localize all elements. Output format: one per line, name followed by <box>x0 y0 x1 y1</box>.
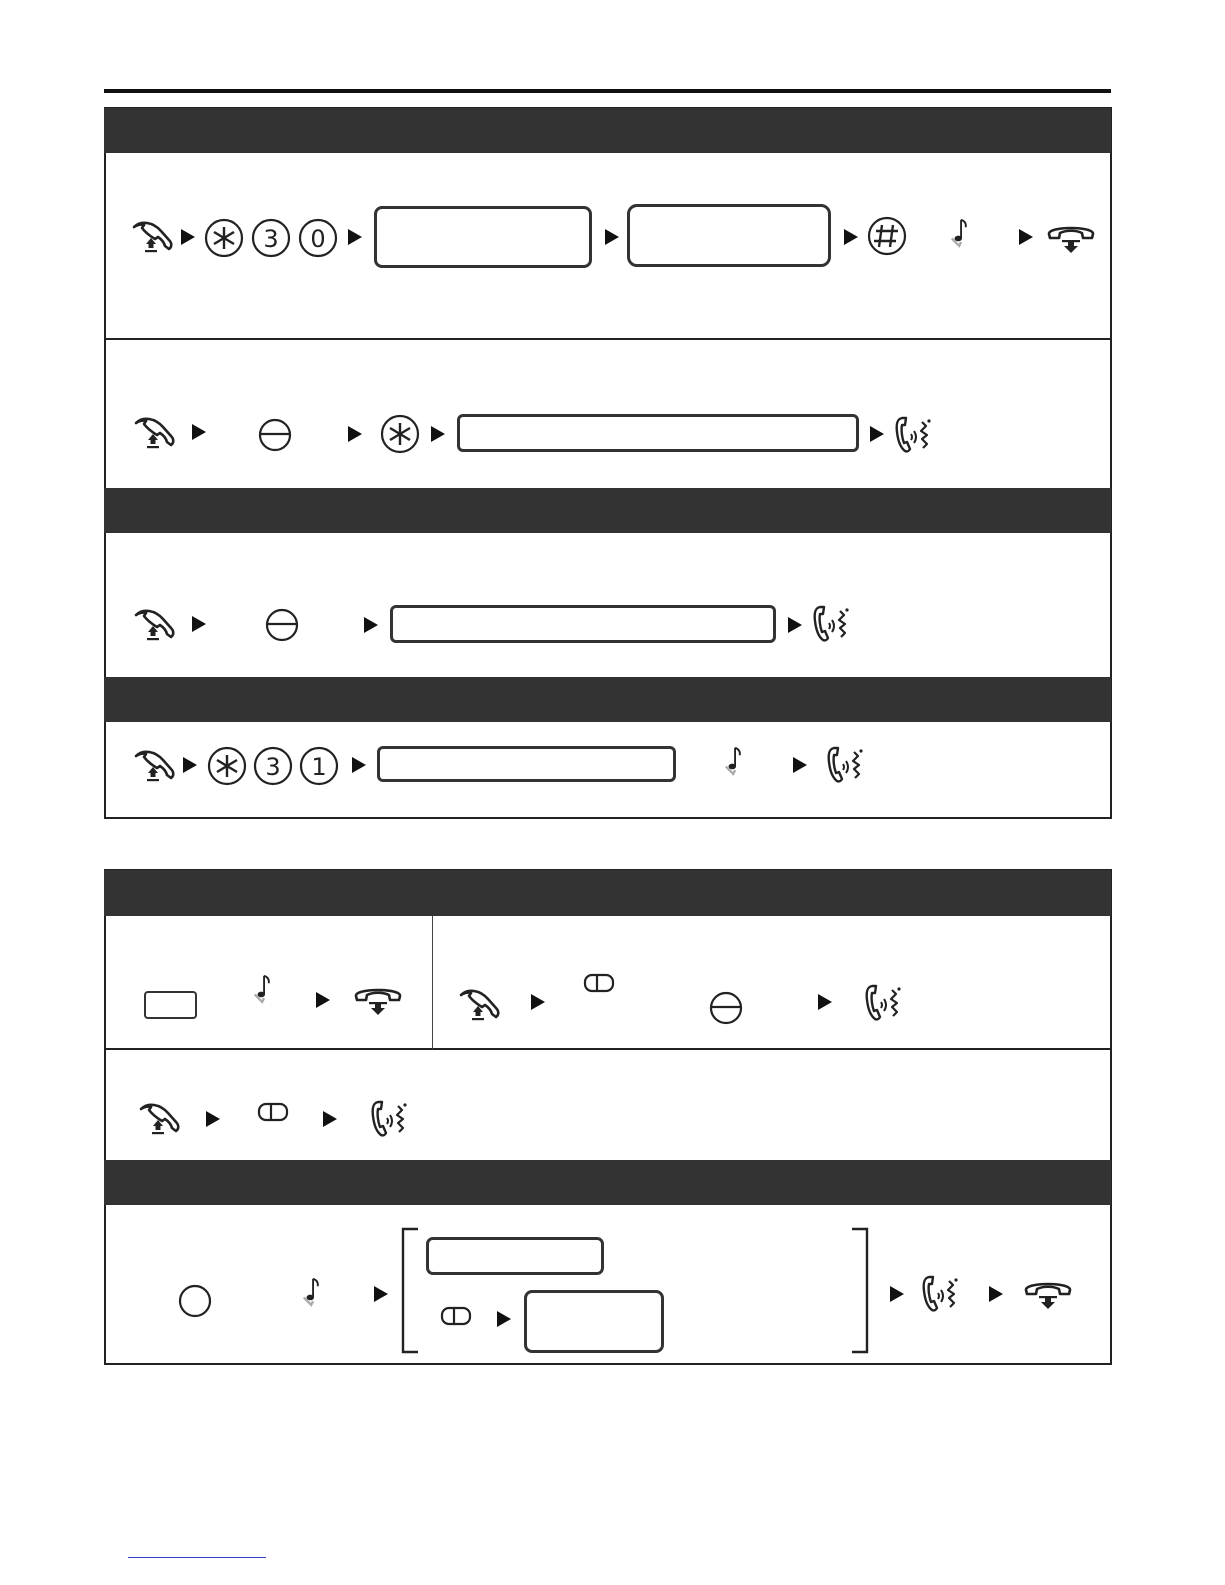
on-hook-icon <box>356 990 400 1015</box>
footer-link[interactable] <box>128 1553 266 1558</box>
arrow-icon <box>844 229 858 245</box>
digit-0-key-icon <box>300 220 336 256</box>
off-hook-icon <box>136 752 173 781</box>
svg-text:1: 1 <box>311 753 327 781</box>
talk-icon <box>829 748 863 781</box>
confirmation-tone-icon <box>304 1279 318 1305</box>
star-key-icon <box>382 416 418 452</box>
arrow-icon <box>181 229 195 245</box>
intercom-key-icon <box>711 993 741 1023</box>
line-key-icon <box>259 1104 287 1120</box>
talk-icon <box>373 1102 407 1135</box>
digit-3-key-icon <box>253 220 289 256</box>
talk-icon <box>924 1277 958 1310</box>
arrow-icon <box>316 992 330 1008</box>
arrow-icon <box>818 994 832 1010</box>
line-key-icon <box>585 975 613 991</box>
arrow-icon <box>431 426 445 442</box>
arrow-icon <box>793 757 807 773</box>
arrow-icon <box>605 229 619 245</box>
intercom-key-icon <box>260 420 290 450</box>
digit-3-key-icon <box>255 748 291 784</box>
round-button-icon <box>180 1286 210 1316</box>
arrow-icon <box>870 426 884 442</box>
bracket-left <box>403 1229 418 1352</box>
confirmation-tone-icon <box>726 748 740 774</box>
arrow-icon <box>323 1111 337 1127</box>
hash-key-icon <box>869 218 905 254</box>
off-hook-icon <box>136 611 173 640</box>
on-hook-icon <box>1026 1284 1070 1309</box>
digit-1-key-icon <box>301 748 337 784</box>
talk-icon <box>815 607 849 640</box>
arrow-icon <box>183 757 197 773</box>
off-hook-icon <box>134 223 171 252</box>
star-key-icon <box>206 220 242 256</box>
line-key-icon <box>442 1308 470 1324</box>
arrow-icon <box>1019 229 1033 245</box>
arrow-icon <box>374 1286 388 1302</box>
arrow-icon <box>206 1111 220 1127</box>
off-hook-icon <box>461 991 498 1020</box>
arrow-icon <box>192 424 206 440</box>
on-hook-icon <box>1049 228 1093 253</box>
off-hook-icon <box>141 1105 178 1134</box>
arrow-icon <box>348 426 362 442</box>
arrow-icon <box>989 1286 1003 1302</box>
intercom-key-icon <box>267 610 297 640</box>
star-key-icon <box>209 748 245 784</box>
arrow-icon <box>531 994 545 1010</box>
svg-text:3: 3 <box>265 753 281 781</box>
confirmation-tone-icon <box>952 220 966 246</box>
off-hook-icon <box>136 419 173 448</box>
arrow-icon <box>348 229 362 245</box>
confirmation-tone-icon <box>255 976 269 1002</box>
talk-icon <box>897 418 931 451</box>
arrow-icon <box>192 616 206 632</box>
arrow-icon <box>788 617 802 633</box>
svg-text:0: 0 <box>310 225 326 253</box>
svg-text:3: 3 <box>263 225 279 253</box>
bracket-right <box>852 1229 867 1352</box>
arrow-icon <box>364 617 378 633</box>
talk-icon <box>867 986 901 1019</box>
arrow-icon <box>890 1286 904 1302</box>
arrow-icon <box>352 757 366 773</box>
arrow-icon <box>497 1311 511 1327</box>
